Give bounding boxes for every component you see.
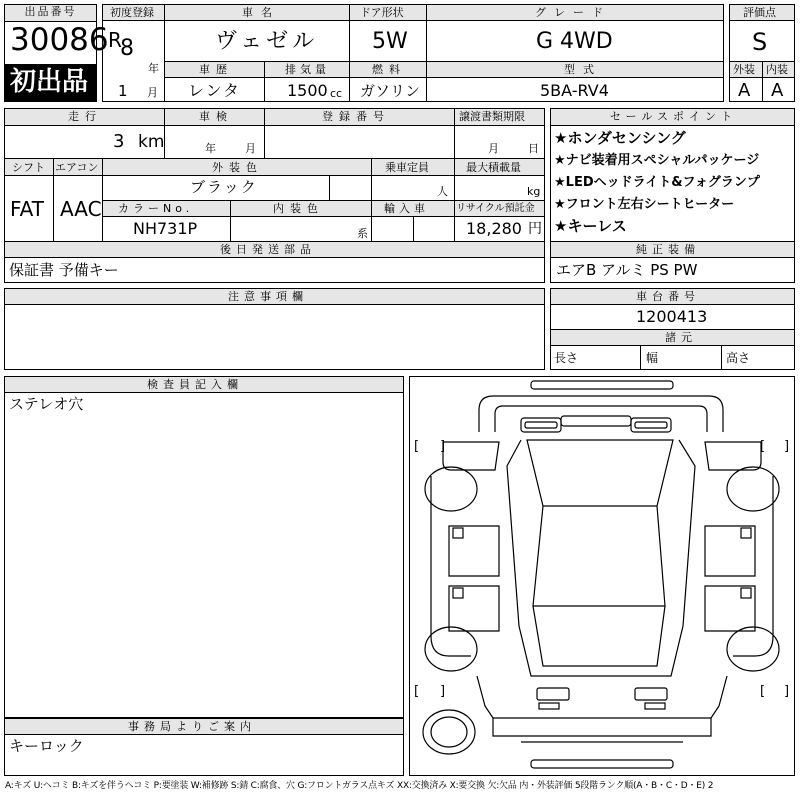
chassis-value: 1200413 bbox=[636, 307, 708, 326]
car-name-value: ヴェゼル bbox=[215, 29, 319, 54]
car-name-label: 車名 bbox=[242, 6, 280, 19]
inspector-box bbox=[4, 376, 404, 718]
int-color-unit: 系 bbox=[357, 227, 368, 240]
diagram-bracket: [ bbox=[760, 684, 766, 699]
diagram-bracket: ] bbox=[440, 439, 446, 454]
displacement-unit: cc bbox=[330, 87, 343, 100]
first-listing-text: 初出品 bbox=[10, 67, 89, 97]
ext-grade-value: A bbox=[738, 80, 751, 101]
ext-color-label: 外装色 bbox=[212, 161, 263, 174]
sales-point-1: ★ホンダセンシング bbox=[554, 129, 686, 147]
dims-length: 長さ bbox=[554, 351, 579, 365]
diagram-bracket: ] bbox=[784, 684, 790, 699]
ext-grade-label: 外装 bbox=[733, 63, 755, 76]
first-reg-year: 8 bbox=[120, 36, 134, 61]
diagram-bracket: ] bbox=[440, 684, 446, 699]
notes-label: 注意事項欄 bbox=[228, 290, 308, 303]
int-color-label: 内装色 bbox=[273, 202, 324, 215]
door-value: 5W bbox=[372, 29, 408, 54]
first-reg-label: 初度登録 bbox=[110, 6, 154, 19]
genuine-value: エアB アルミ PS PW bbox=[556, 261, 698, 279]
later-items-label: 後日発送部品 bbox=[220, 243, 316, 256]
capacity-label: 乗車定員 bbox=[385, 161, 429, 174]
ac-label: エアコン bbox=[55, 161, 99, 174]
score-label: 評価点 bbox=[743, 6, 776, 19]
genuine-label: 純正装備 bbox=[636, 243, 700, 256]
diagram-bracket: [ bbox=[414, 684, 420, 699]
office-label: 事務局よりご案内 bbox=[128, 720, 256, 733]
first-reg-era: R bbox=[108, 28, 122, 52]
recycle-unit: 円 bbox=[528, 221, 542, 237]
ext-color-value: ブラック bbox=[190, 178, 258, 196]
inspection-month-unit: 月 bbox=[245, 142, 256, 155]
inspector-value: ステレオ穴 bbox=[9, 395, 84, 413]
dims-height: 高さ bbox=[726, 351, 751, 365]
sales-point-3: ★LEDヘッドライト&フォグランプ bbox=[554, 175, 760, 190]
import-label: 輸入車 bbox=[384, 202, 429, 215]
dims-label: 諸元 bbox=[665, 331, 697, 344]
inspector-label: 検査員記入欄 bbox=[147, 378, 243, 391]
diagram-bracket: [ bbox=[760, 439, 766, 454]
lot-label: 出品番号 bbox=[5, 5, 96, 21]
lot-number: 30086 bbox=[10, 22, 109, 58]
first-reg-year-unit: 年 bbox=[148, 62, 159, 75]
sales-point-4: ★フロント左右シートヒーター bbox=[554, 197, 735, 212]
history-value: レンタ bbox=[188, 81, 241, 100]
capacity-unit: 人 bbox=[437, 185, 448, 198]
shift-value: FAT bbox=[10, 197, 45, 221]
recycle-label: リサイクル預託金 bbox=[456, 203, 535, 214]
int-grade-label: 内装 bbox=[766, 63, 788, 76]
mileage-unit: km bbox=[138, 132, 165, 152]
shift-label: シフト bbox=[12, 161, 45, 174]
color-no-value: NH731P bbox=[133, 219, 198, 238]
car-diagram bbox=[409, 376, 795, 776]
sales-points-label: セールスポイント bbox=[610, 110, 738, 123]
sales-point-2: ★ナビ装着用スペシャルパッケージ bbox=[554, 153, 760, 168]
displacement-label: 排気量 bbox=[285, 63, 330, 76]
transfer-day-unit: 日 bbox=[528, 142, 539, 155]
sales-point-5: ★キーレス bbox=[554, 217, 627, 235]
ac-value: AAC bbox=[60, 197, 102, 221]
int-grade-value: A bbox=[771, 80, 784, 101]
legend-text: A:キズ U:ヘコミ B:キズを伴うヘコミ P:要塗装 W:補修跡 S:錆 C:腐食、穴 G:フロントガラス点キズ XX:交換済み X:要交換 欠:欠品 内・外装評価 5段階ランク順(A・B・C・D・E) 2 bbox=[5, 781, 714, 791]
grade-value: G 4WD bbox=[536, 29, 613, 54]
mileage-label: 走行 bbox=[68, 110, 102, 123]
door-label: ドア形状 bbox=[360, 6, 404, 19]
office-value: キーロック bbox=[9, 737, 84, 755]
reg-no-label: 登録番号 bbox=[322, 110, 390, 123]
max-load-unit: kg bbox=[527, 185, 541, 198]
model-value: 5BA-RV4 bbox=[540, 81, 609, 100]
recycle-value: 18,280 bbox=[466, 219, 522, 238]
transfer-month-unit: 月 bbox=[488, 142, 499, 155]
displacement-value: 1500 bbox=[287, 81, 328, 100]
chassis-label: 車台番号 bbox=[636, 290, 700, 303]
color-no-label: カラーNo. bbox=[118, 202, 194, 215]
grade-label: グレード bbox=[535, 6, 611, 19]
transfer-deadline-label: 譲渡書類期限 bbox=[459, 110, 525, 123]
diagram-bracket: [ bbox=[414, 439, 420, 454]
inspection-year-unit: 年 bbox=[205, 142, 216, 155]
diagram-bracket: ] bbox=[784, 439, 790, 454]
mileage-value: 3 bbox=[113, 131, 125, 152]
history-label: 車歴 bbox=[199, 63, 233, 76]
first-reg-month-unit: 月 bbox=[147, 86, 158, 99]
dims-width: 幅 bbox=[646, 351, 659, 365]
max-load-label: 最大積載量 bbox=[466, 161, 521, 174]
model-label: 型式 bbox=[564, 63, 602, 76]
later-items-value: 保証書 予備キー bbox=[9, 261, 119, 279]
inspection-label: 車検 bbox=[199, 110, 233, 123]
score-value: S bbox=[752, 28, 768, 56]
first-reg-month: 1 bbox=[118, 82, 128, 100]
fuel-value: ガソリン bbox=[360, 82, 421, 100]
fuel-label: 燃料 bbox=[372, 63, 406, 76]
